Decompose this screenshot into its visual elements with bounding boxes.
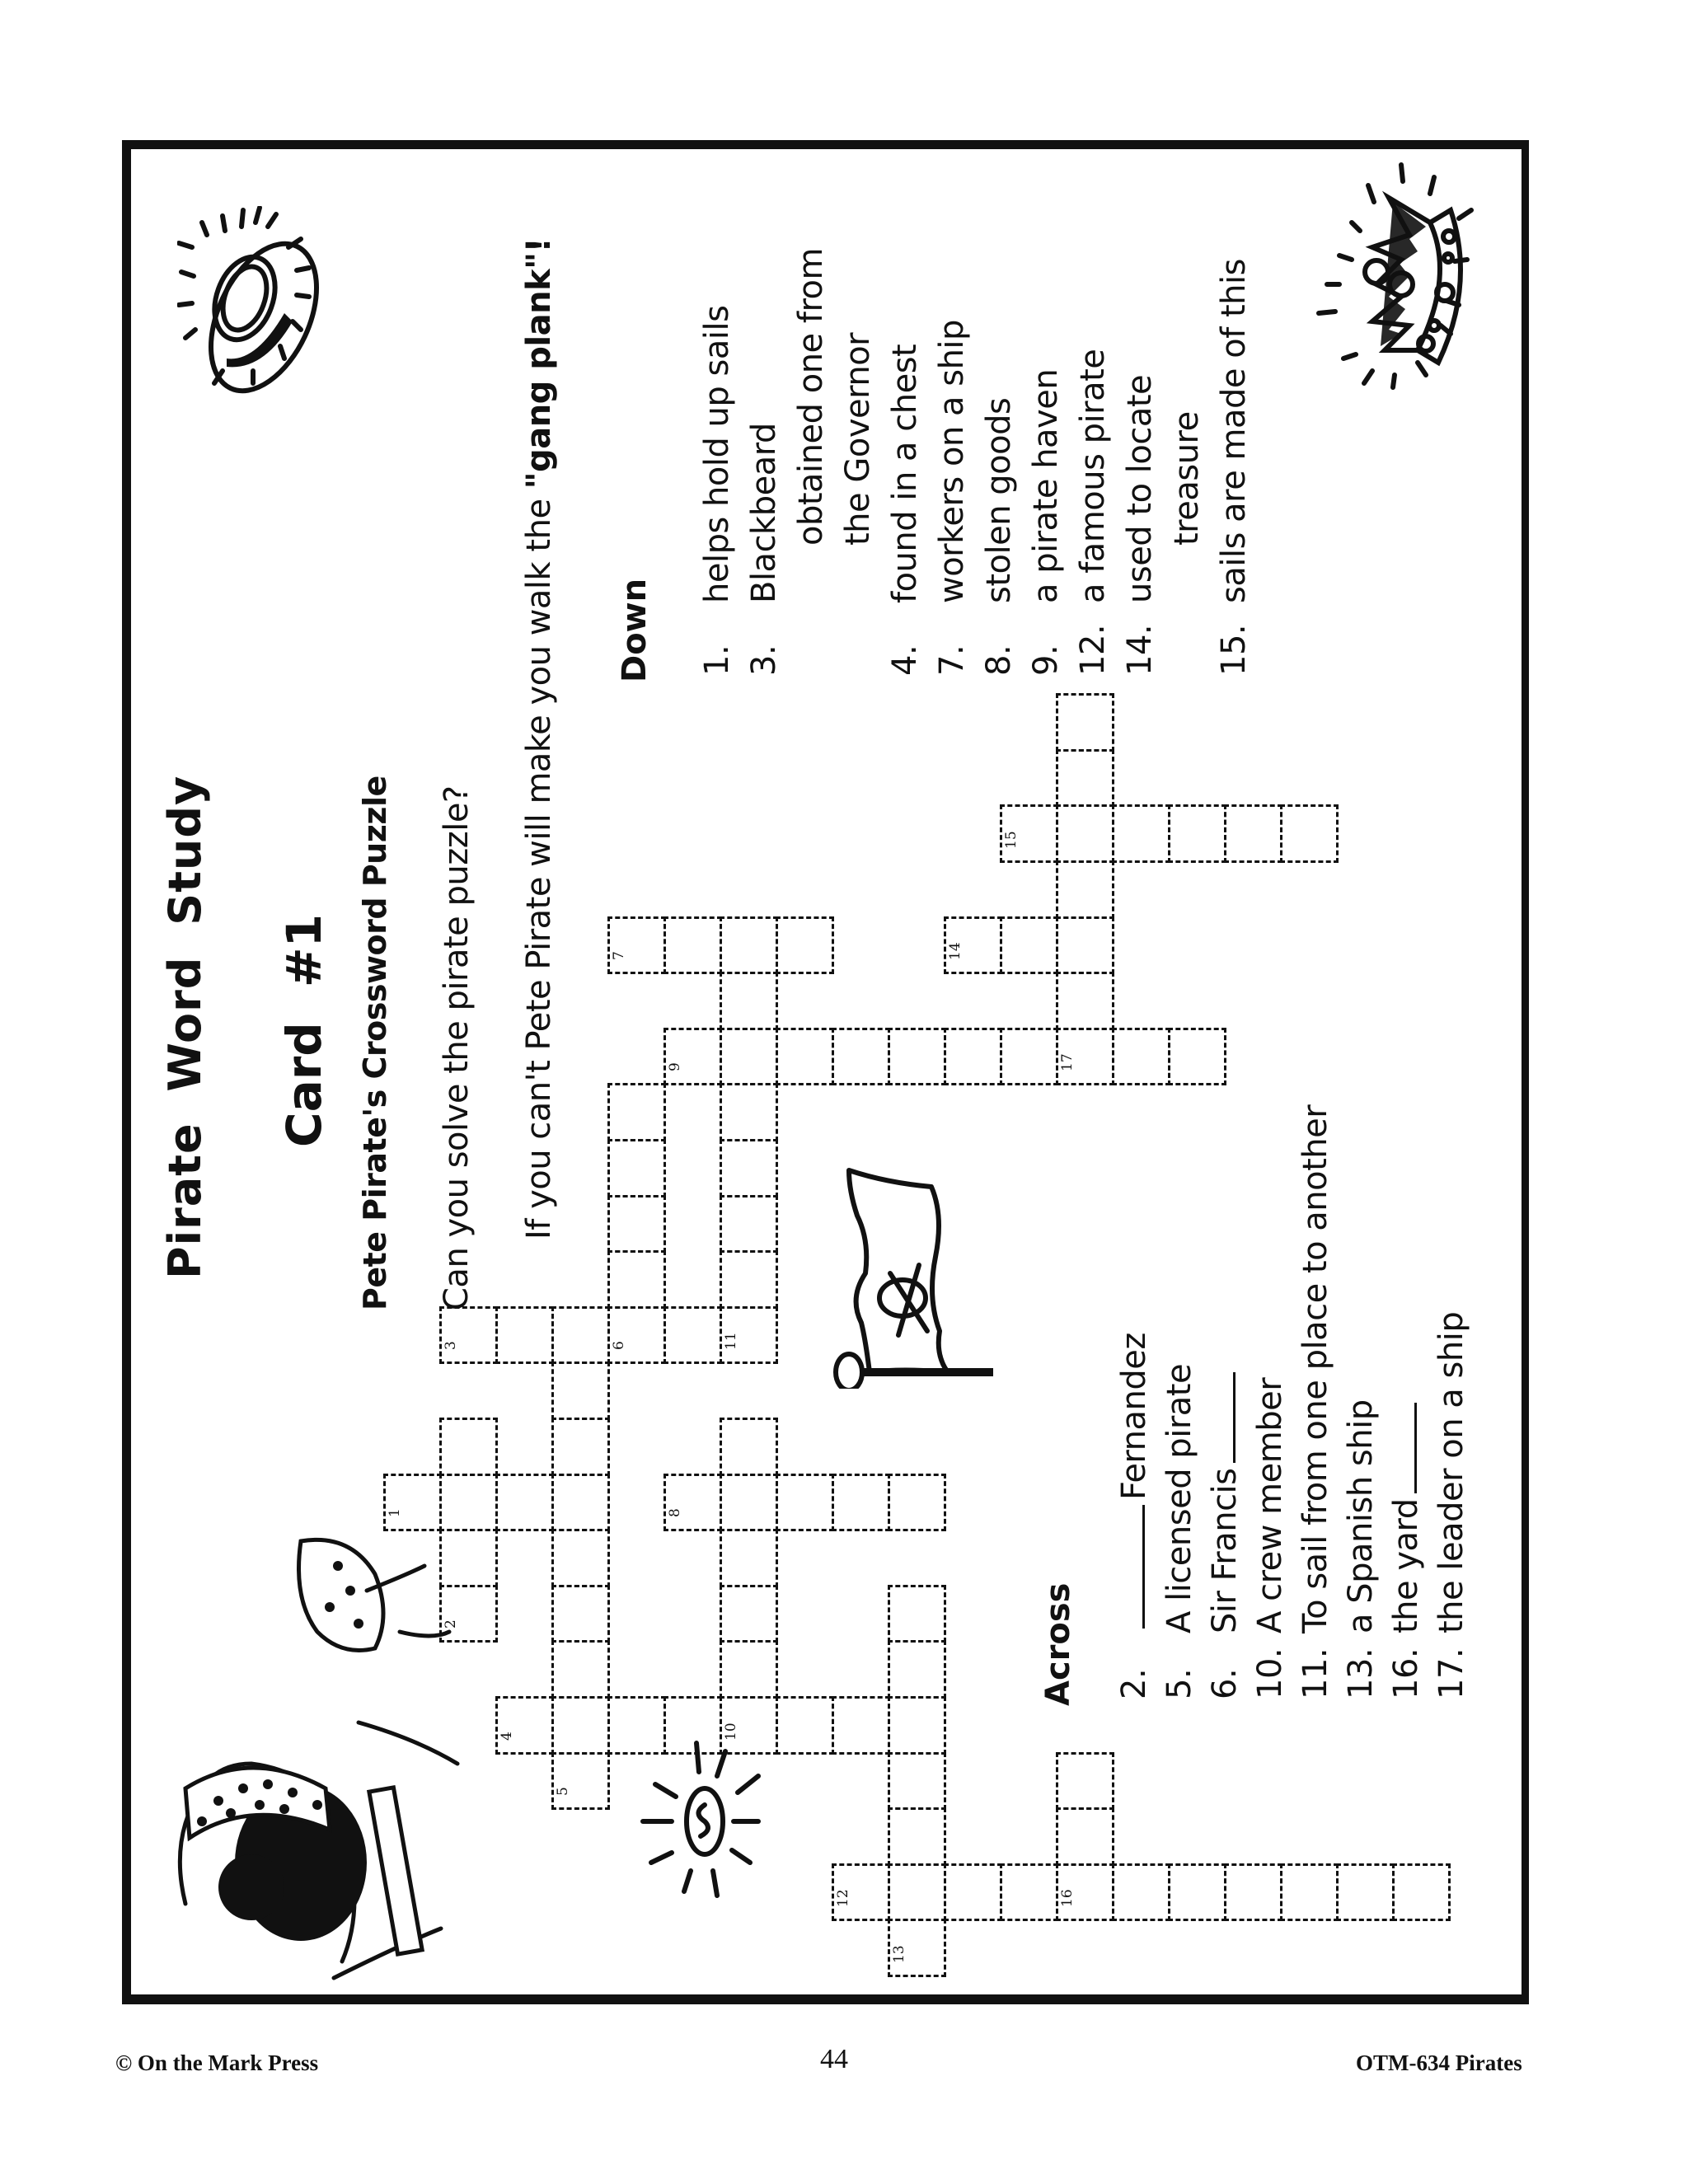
clue-number-label: 3 [443, 1341, 459, 1351]
crossword-cell[interactable] [663, 916, 722, 975]
crossword-cell[interactable] [888, 1752, 946, 1811]
crossword-cell[interactable] [607, 1083, 666, 1141]
crossword-cell[interactable] [832, 1474, 890, 1532]
crossword-cell[interactable] [607, 1139, 666, 1197]
down-clue-text: found in a chest [886, 344, 924, 603]
prompt-warning [520, 237, 558, 1240]
jolly-roger-flag-icon [804, 1133, 993, 1389]
coin-icon [635, 1739, 775, 1904]
answer-blank [1414, 1403, 1417, 1493]
down-clue-text: obtained one from [792, 248, 830, 546]
crossword-cell[interactable] [1056, 860, 1114, 919]
crossword-cell[interactable] [944, 1028, 1002, 1086]
crossword-cell[interactable] [832, 1696, 890, 1755]
across-clue-number: 6. [1206, 1668, 1244, 1699]
down-clue-text: sails are made of this [1215, 259, 1253, 603]
crossword-cell[interactable] [720, 1474, 778, 1532]
crossword-cell[interactable] [551, 1640, 610, 1699]
clue-number-label: 9 [667, 1062, 683, 1072]
crossword-cell[interactable] [1112, 1028, 1170, 1086]
crossword-cell[interactable] [888, 1640, 946, 1699]
across-clue-text [1387, 1398, 1425, 1633]
clue-number-label: 16 [1059, 1889, 1076, 1908]
down-clue-text: stolen goods [980, 397, 1018, 603]
down-clue-text: a famous pirate [1074, 349, 1112, 603]
crossword-cell[interactable] [663, 1306, 722, 1365]
puzzle-subtitle: Pete Pirate's Crossword Puzzle [357, 776, 393, 1310]
down-clue-number: 15. [1215, 624, 1253, 676]
down-clue-text: workers on a ship [933, 320, 971, 603]
across-clue-number: 13. [1342, 1647, 1380, 1699]
down-clue-number: 4. [886, 644, 924, 676]
crossword-cell[interactable] [495, 1306, 554, 1365]
clue-text: a Spanish ship [1342, 1399, 1380, 1633]
clue-text: the leader on a ship [1432, 1311, 1470, 1633]
crossword-cell[interactable] [551, 1752, 610, 1811]
crossword-cell[interactable] [888, 1863, 946, 1922]
across-clue-text [1160, 1363, 1198, 1633]
crossword-cell[interactable] [1000, 1863, 1058, 1922]
clue-text: A licensed pirate [1160, 1363, 1198, 1633]
down-clue-number: 1. [698, 644, 736, 676]
crossword-cell[interactable] [551, 1306, 610, 1365]
crossword-cell[interactable] [1000, 1028, 1058, 1086]
crossword-cell[interactable] [720, 972, 778, 1030]
across-clue-number: 10. [1251, 1647, 1289, 1699]
down-clue-text: treasure [1168, 411, 1206, 546]
clue-number-label: 7 [611, 951, 627, 961]
clue-number-label: 14 [947, 942, 964, 961]
crossword-cell[interactable] [1056, 1752, 1114, 1811]
crossword-cell[interactable] [607, 916, 666, 975]
clue-number-label: 1 [387, 1508, 403, 1518]
card-number: Card #1 [276, 914, 332, 1147]
crossword-cell[interactable] [720, 916, 778, 975]
footer-copyright: © On the Mark Press [115, 2050, 319, 2075]
clue-text: To sail from one place to another [1296, 1104, 1334, 1633]
crossword-cell[interactable] [1224, 804, 1282, 863]
crossword-cell[interactable] [888, 1919, 946, 1977]
across-clue-text [1251, 1377, 1289, 1633]
crossword-cell[interactable] [776, 1028, 834, 1086]
across-heading: Across [1039, 1582, 1077, 1706]
crossword-cell[interactable] [720, 1306, 778, 1365]
crossword-cell[interactable] [1056, 693, 1114, 752]
down-clue-text: the Governor [839, 332, 877, 546]
crossword-cell[interactable] [1224, 1863, 1282, 1922]
crossword-cell[interactable] [888, 1585, 946, 1643]
crown-icon [1294, 161, 1508, 408]
crossword-cell[interactable] [663, 1028, 722, 1086]
across-clue-text [1432, 1311, 1470, 1633]
clue-text: Sir Francis [1206, 1468, 1244, 1633]
pirate-with-parrot-icon [152, 1516, 466, 2003]
crossword-cell[interactable] [720, 1640, 778, 1699]
crossword-cell[interactable] [607, 1250, 666, 1309]
across-clue-number: 11. [1296, 1647, 1334, 1699]
crossword-cell[interactable] [439, 1306, 498, 1365]
crossword-cell[interactable] [1000, 916, 1058, 975]
crossword-cell[interactable] [720, 1418, 778, 1476]
crossword-cell[interactable] [888, 1696, 946, 1755]
crossword-cell[interactable] [720, 1139, 778, 1197]
clue-number-label: 10 [723, 1722, 739, 1741]
footer-product-code: OTM-634 Pirates [1356, 2050, 1522, 2075]
crossword-cell[interactable] [551, 1361, 610, 1420]
down-clue-text: helps hold up sails [698, 305, 736, 603]
across-clue-text [1342, 1399, 1380, 1633]
crossword-cell[interactable] [720, 1529, 778, 1587]
crossword-cell[interactable] [439, 1418, 498, 1476]
clue-number-label: 2 [443, 1619, 459, 1629]
crossword-cell[interactable] [495, 1474, 554, 1532]
across-clue-number: 16. [1387, 1647, 1425, 1699]
down-clue-number: 8. [980, 644, 1018, 676]
crossword-cell[interactable] [1112, 1863, 1170, 1922]
crossword-cell[interactable] [607, 1306, 666, 1365]
down-clue-number: 9. [1027, 644, 1065, 676]
crossword-cell[interactable] [720, 1250, 778, 1309]
crossword-cell[interactable] [776, 916, 834, 975]
crossword-cell[interactable] [944, 1863, 1002, 1922]
crossword-cell[interactable] [888, 1807, 946, 1866]
crossword-cell[interactable] [1280, 804, 1339, 863]
down-clue-number: 7. [933, 644, 971, 676]
prompt-warning-text: If you can't Pete Pirate will make you walk the [520, 489, 558, 1240]
across-clue-text [1296, 1104, 1334, 1633]
down-clue-number: 14. [1121, 624, 1159, 676]
across-clue-number: 17. [1432, 1647, 1470, 1699]
crossword-cell[interactable] [1056, 804, 1114, 863]
crossword-cell[interactable] [720, 1585, 778, 1643]
clue-text: A crew member [1251, 1377, 1289, 1633]
down-clue-text: a pirate haven [1027, 368, 1065, 603]
down-heading: Down [616, 578, 654, 682]
clue-number-label: 12 [835, 1889, 851, 1908]
clue-number-label: 11 [723, 1332, 739, 1351]
crossword-cell[interactable] [1112, 804, 1170, 863]
across-clue-number: 5. [1160, 1668, 1198, 1699]
clue-number-label: 8 [667, 1508, 683, 1518]
clue-number-label: 6 [611, 1341, 627, 1351]
crossword-cell[interactable] [1056, 1863, 1114, 1922]
crossword-cell[interactable] [1056, 916, 1114, 975]
crossword-cell[interactable] [1056, 1807, 1114, 1866]
clue-number-label: 17 [1059, 1053, 1076, 1072]
page-title: Pirate Word Study [159, 775, 211, 1279]
crossword-cell[interactable] [1336, 1863, 1395, 1922]
crossword-cell[interactable] [720, 1195, 778, 1254]
crossword-cell[interactable] [1280, 1863, 1339, 1922]
crossword-cell[interactable] [1056, 1028, 1114, 1086]
crossword-cell[interactable] [776, 1474, 834, 1532]
crossword-cell[interactable] [944, 916, 1002, 975]
gang-plank-emphasis: "gang plank"! [520, 237, 558, 490]
clue-text: Fernandez [1115, 1333, 1153, 1500]
clue-number-label: 13 [891, 1945, 907, 1963]
across-clue-text [1206, 1367, 1244, 1633]
crossword-cell[interactable] [832, 1028, 890, 1086]
clue-number-label: 5 [555, 1787, 571, 1797]
clue-number-label: 4 [499, 1731, 515, 1741]
crossword-cell[interactable] [551, 1418, 610, 1476]
crossword-cell[interactable] [720, 1083, 778, 1141]
answer-blank [1233, 1372, 1236, 1463]
prompt-question: Can you solve the pirate puzzle? [438, 785, 476, 1310]
answer-blank [1142, 1505, 1145, 1629]
crossword-cell[interactable] [776, 1696, 834, 1755]
crossword-cell[interactable] [1392, 1863, 1451, 1922]
crossword-cell[interactable] [1168, 1863, 1226, 1922]
crossword-cell[interactable] [1168, 804, 1226, 863]
crossword-cell[interactable] [1000, 804, 1058, 863]
crossword-cell[interactable] [495, 1696, 554, 1755]
down-clue-number: 3. [745, 644, 783, 676]
crossword-cell[interactable] [1168, 1028, 1226, 1086]
crossword-cell[interactable] [551, 1529, 610, 1587]
down-clue-text: Blackbeard [745, 423, 783, 603]
crossword-cell[interactable] [1056, 749, 1114, 808]
crossword-cell[interactable] [832, 1863, 890, 1922]
ring-icon [177, 206, 350, 420]
clue-number-label: 15 [1003, 831, 1020, 849]
crossword-cell[interactable] [607, 1195, 666, 1254]
down-clue-text: used to locate [1121, 374, 1159, 603]
page-number: 44 [820, 2044, 848, 2074]
down-clue-number: 12. [1074, 624, 1112, 676]
crossword-cell[interactable] [1056, 972, 1114, 1030]
crossword-cell[interactable] [888, 1028, 946, 1086]
across-clue-text [1115, 1333, 1153, 1633]
crossword-cell[interactable] [888, 1474, 946, 1532]
crossword-cell[interactable] [551, 1474, 610, 1532]
clue-text: the yard [1387, 1498, 1425, 1633]
crossword-cell[interactable] [663, 1474, 722, 1532]
crossword-cell[interactable] [720, 1028, 778, 1086]
crossword-cell[interactable] [551, 1585, 610, 1643]
across-clue-number: 2. [1115, 1668, 1153, 1699]
crossword-cell[interactable] [551, 1696, 610, 1755]
